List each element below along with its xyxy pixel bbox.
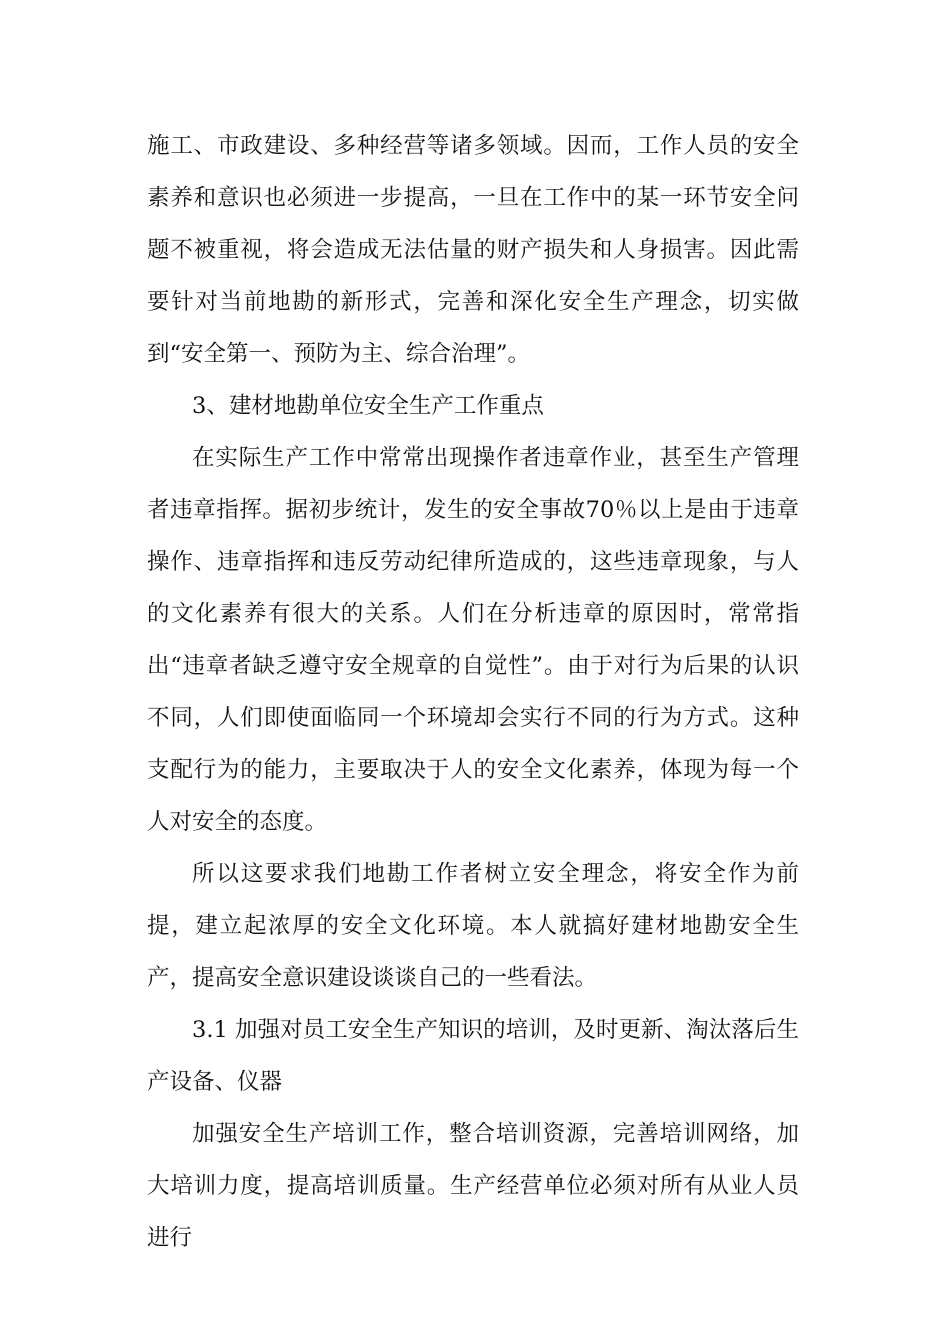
section-heading-3: 3、建材地勘单位安全生产工作重点 xyxy=(192,393,544,419)
paragraph-safety-culture: 所以这要求我们地勘工作者树立安全理念，将安全作为前提，建立起浓厚的安全文化环境。本人就搞好建材地勘安全生产，提高安全意识建设谈谈自己的一些看法。 xyxy=(147,861,799,991)
paragraph-violations: 在实际生产工作中常常出现操作者违章作业，甚至生产管理者违章指挥。据初步统计，发生的安全事故70％以上是由于违章操作、违章指挥和违反劳动纪律所造成的，这些违章现象，与人的文化素养有很大的关系。人们在分析违章的原因时，常常指出“违章者缺乏遵守安全规章的自觉性”。由于对行为后果的认识不同，人们即使面临同一个环境却会实行不同的行为方式。这种支配行为的能力，主要取决于人的安全文化素养，体现为每一个人对安全的态度。 xyxy=(147,445,799,835)
paragraph-training: 加强安全生产培训工作，整合培训资源，完善培训网络，加大培训力度，提高培训质量。生产经营单位必须对所有从业人员进行 xyxy=(147,1121,799,1251)
paragraph-continued-intro: 施工、市政建设、多种经营等诸多领域。因而，工作人员的安全素养和意识也必须进一步提高，一旦在工作中的某一环节安全问题不被重视，将会造成无法估量的财产损失和人身损害。因此需要针对当前地勘的新形式，完善和深化安全生产理念，切实做到“安全第一、预防为主、综合治理”。 xyxy=(147,133,799,367)
section-heading-3-1: 3.1 加强对员工安全生产知识的培训，及时更新、淘汰落后生产设备、仪器 xyxy=(147,1017,799,1095)
document-body xyxy=(147,120,799,1264)
